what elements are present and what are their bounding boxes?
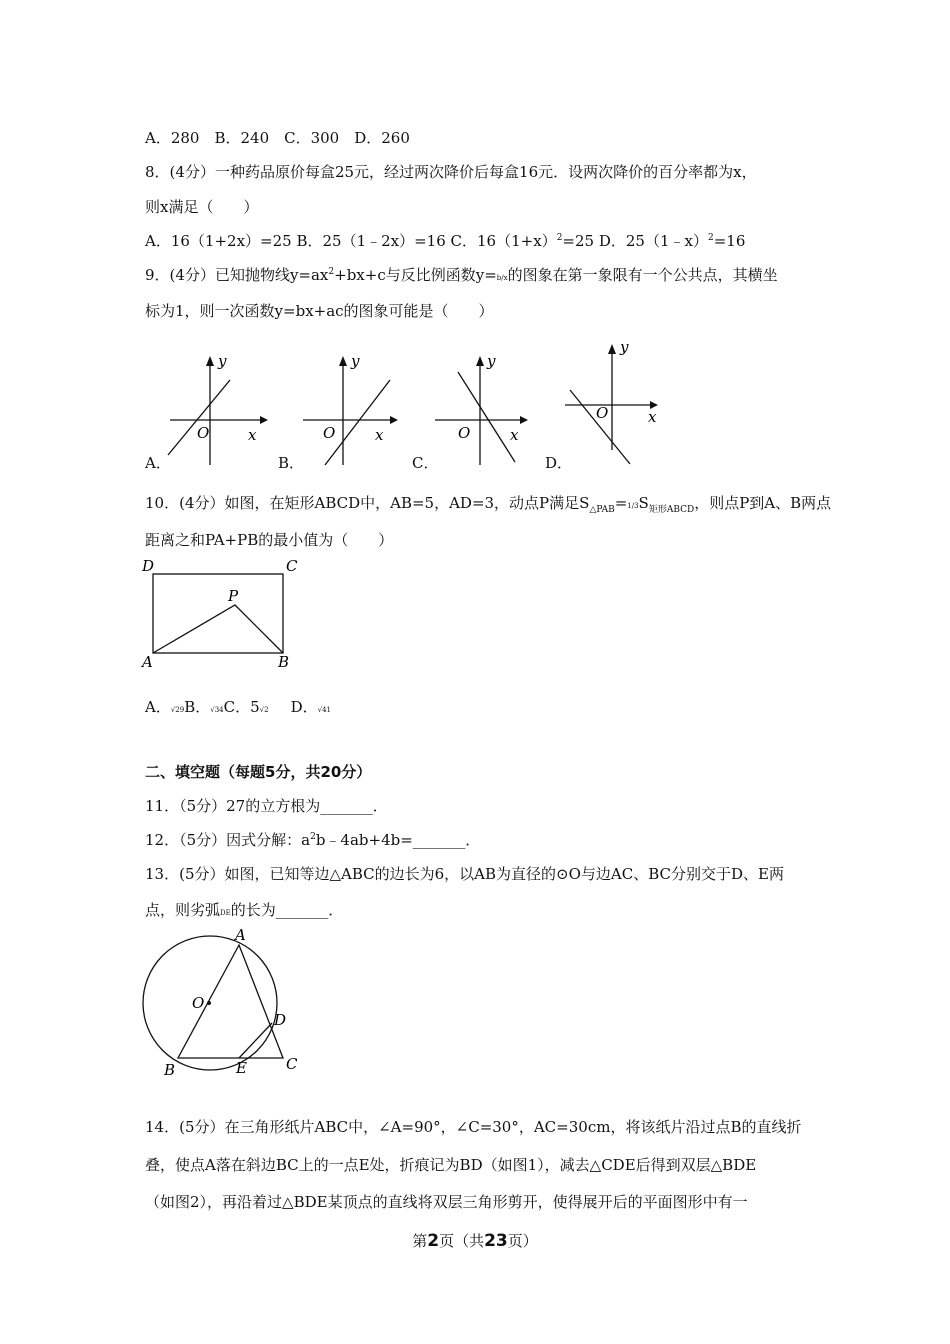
footer-total-pages: 23 (484, 1231, 508, 1251)
q11-text: 11．（5分）27的立方根为_______． (145, 797, 388, 815)
q9-fraction: b/x (496, 274, 508, 282)
q8-sup2: 2 (707, 233, 714, 243)
q10-label-b: B (278, 653, 290, 671)
q9-graph-a (160, 350, 270, 470)
q13-label-o: O (192, 994, 205, 1012)
q10-l1a: 10．(4分）如图，在矩形ABCD中，AB=5，AD=3，动点P满足S (145, 494, 590, 512)
q9-choice-a: A． (145, 454, 171, 472)
q8-sup1: 2 (556, 233, 563, 243)
q13-label-b: B (164, 1061, 176, 1079)
q10-opt-b: B． (184, 698, 211, 716)
q9-l1b: +bx+c与反比例函数y= (334, 266, 497, 284)
q14-line3: （如图2），再沿着过△BDE某顶点的直线将双层三角形剪开，使得展开后的平面图形中有一 (145, 1193, 748, 1211)
q12-b: b﹣4ab+4b=_______． (315, 831, 481, 849)
q9-l1c: 的图象在第一象限有一个公共点，其横坐 (507, 266, 778, 284)
q13-line1: 13．(5分）如图，已知等边△ABC的边长为6，以AB为直径的⊙O与边AC、BC分别交于D、E两 (145, 865, 784, 883)
q9b-origin: O (323, 424, 336, 442)
q9b-x-label: x (375, 426, 384, 444)
q8-options (145, 231, 745, 251)
q13-circle-figure (140, 925, 310, 1080)
q10-opt-d: D． (290, 698, 318, 716)
footer-page-number: 2 (427, 1231, 440, 1251)
q8-options-b: =25 D．25（1﹣x） (562, 232, 708, 250)
q10-line2: 距离之和PA+PB的最小值为（ ） (145, 531, 394, 549)
q9-graph-d (560, 340, 670, 470)
q10-rectangle-figure (140, 555, 310, 675)
q10-sub2: 矩形ABCD (648, 505, 695, 515)
q10-opt-c-value: √2 (259, 706, 269, 714)
q9-l1sup: 2 (328, 267, 335, 277)
q13-label-d: D (274, 1011, 287, 1029)
q7-options: A．280 B．240 C．300 D．260 (145, 129, 410, 147)
q10-l1b: = (614, 494, 628, 512)
q12-sup: 2 (310, 832, 316, 842)
q13-arc-name: DE (220, 909, 231, 917)
q10-options (145, 697, 331, 720)
footer-prefix: 第 (412, 1232, 428, 1250)
q10-sub1: △PAB (589, 505, 615, 515)
q9-graph-b (295, 350, 405, 470)
q8-line2: 则x满足（ ） (145, 198, 259, 216)
q9c-y-label: y (487, 352, 496, 370)
q9d-y-label: y (620, 338, 629, 356)
q9-choice-b: B． (278, 454, 305, 472)
q10-line1 (145, 493, 831, 516)
q10-opt-d-value: √41 (317, 706, 331, 714)
footer-middle: 页（共 (439, 1232, 485, 1250)
q13-l2b: 的长为_______． (230, 901, 344, 919)
q10-opt-b-value: √34 (210, 706, 224, 714)
q10-label-c: C (286, 557, 298, 575)
q9d-origin: O (596, 404, 609, 422)
q9b-y-label: y (351, 352, 360, 370)
q10-fraction: 1/3 (627, 502, 639, 510)
q9-line1 (145, 265, 778, 288)
q12-a: 12．（5分）因式分解：a (145, 831, 311, 849)
q8-options-c: =16 (713, 232, 746, 250)
q9a-y-label: y (218, 352, 227, 370)
section-2-title: 二、填空题（每题5分，共20分） (145, 763, 372, 781)
q13-l2a: 点，则劣弧 (145, 901, 221, 919)
q9-choice-c: C． (412, 454, 439, 472)
q9c-x-label: x (510, 426, 519, 444)
q10-opt-a-value: √29 (170, 706, 185, 714)
q13-line2 (145, 900, 343, 923)
q10-label-a: A (142, 653, 153, 671)
q14-line2: 叠，使点A落在斜边BC上的一点E处，折痕记为BD（如图1），减去△CDE后得到双层△BDE (145, 1156, 757, 1174)
q10-l1c: S (638, 494, 649, 512)
q13-label-c: C (286, 1055, 298, 1073)
q8-options-a: A．16（1+2x）=25 B．25（1﹣2x）=16 C．16（1+x） (145, 232, 557, 250)
q13-label-e: E (236, 1059, 247, 1077)
q9c-origin: O (458, 424, 471, 442)
q9-line2: 标为1，则一次函数y=bx+ac的图象可能是（ ） (145, 302, 494, 320)
q13-label-a: A (235, 926, 246, 944)
q14-line1: 14．(5分）在三角形纸片ABC中，∠A=90°，∠C=30°，AC=30cm，将该纸片沿过点B的直线折 (145, 1118, 802, 1136)
q10-opt-c: C．5 (223, 698, 260, 716)
q9a-origin: O (197, 424, 210, 442)
page-footer (0, 1230, 950, 1251)
q9a-x-label: x (248, 426, 257, 444)
q10-opt-a: A． (145, 698, 171, 716)
q9-graph-c (430, 350, 540, 470)
q12-text (145, 830, 480, 850)
q9-l1a: 9．(4分）已知抛物线y=ax (145, 266, 329, 284)
q10-label-p: P (228, 587, 239, 605)
footer-suffix: 页） (507, 1232, 538, 1250)
q9d-x-label: x (648, 408, 657, 426)
q10-label-d: D (142, 557, 155, 575)
q10-l1d: ，则点P到A、B两点 (694, 494, 832, 512)
q8-line1: 8．(4分）一种药品原价每盒25元，经过两次降价后每盒16元．设两次降价的百分率都为x， (145, 163, 757, 181)
q9-choice-d: D． (545, 454, 573, 472)
